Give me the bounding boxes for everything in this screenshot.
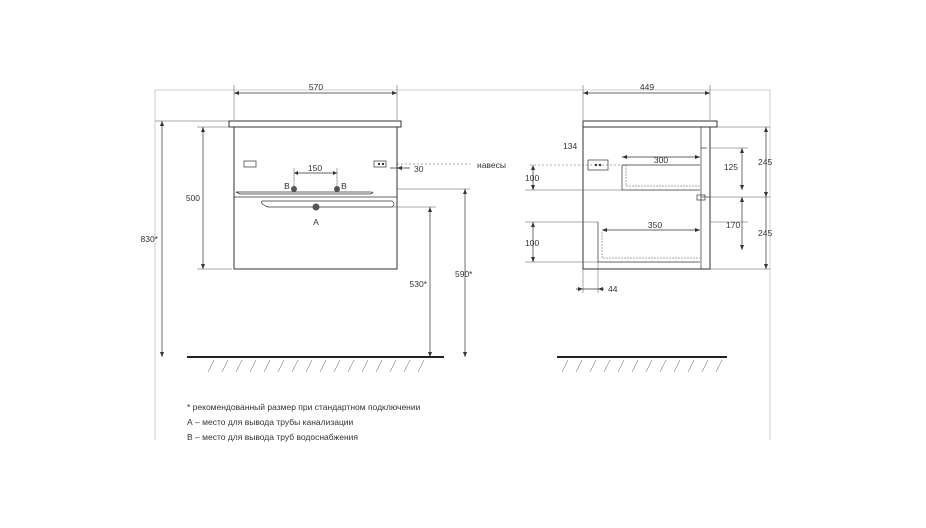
note-water: В – место для вывода труб водоснабжения (187, 432, 358, 442)
label-b-right: B (341, 181, 347, 191)
width-label: 570 (308, 82, 324, 92)
hangers-label: навесы (477, 160, 506, 170)
dim-100-top-label: 100 (525, 173, 540, 183)
side-countertop (583, 121, 717, 127)
floor-hatch-front (208, 360, 424, 372)
depth-label: 449 (639, 82, 655, 92)
body-height-label: 500 (185, 193, 200, 203)
side-view (525, 82, 772, 372)
water-pipe-right-marker (334, 186, 340, 192)
water-pipe-left-marker (291, 186, 297, 192)
floor-hatch-side (562, 360, 722, 372)
countertop (229, 121, 401, 127)
dim-245-top-label: 245 (758, 157, 773, 167)
dim-134-label: 134 (563, 141, 578, 151)
label-b-left: B (284, 181, 290, 191)
drain-pipe-marker (313, 204, 320, 211)
note-recommended: * рекомендованный размер при стандартном подключении (187, 402, 421, 412)
hanger-height-label: 590* (455, 269, 473, 279)
dim-125-label: 125 (723, 162, 738, 172)
dim-44-label: 44 (608, 284, 618, 294)
dim-100-bottom-label: 100 (525, 238, 540, 248)
dim-300-label: 300 (653, 155, 669, 165)
dim-245-bottom-label: 245 (758, 228, 773, 238)
pipe-spacing-label: 150 (307, 163, 323, 173)
dim-170-label: 170 (726, 220, 741, 230)
label-a: A (313, 217, 319, 227)
note-drain: А – место для вывода трубы канализации (187, 417, 354, 427)
dim-350-label: 350 (647, 220, 663, 230)
total-height-label: 830* (140, 234, 158, 244)
cabinet-body (234, 127, 397, 269)
drain-height-label: 530* (409, 279, 427, 289)
notes (187, 400, 420, 445)
front-view (141, 82, 506, 372)
hanger-offset-label: 30 (414, 164, 424, 174)
